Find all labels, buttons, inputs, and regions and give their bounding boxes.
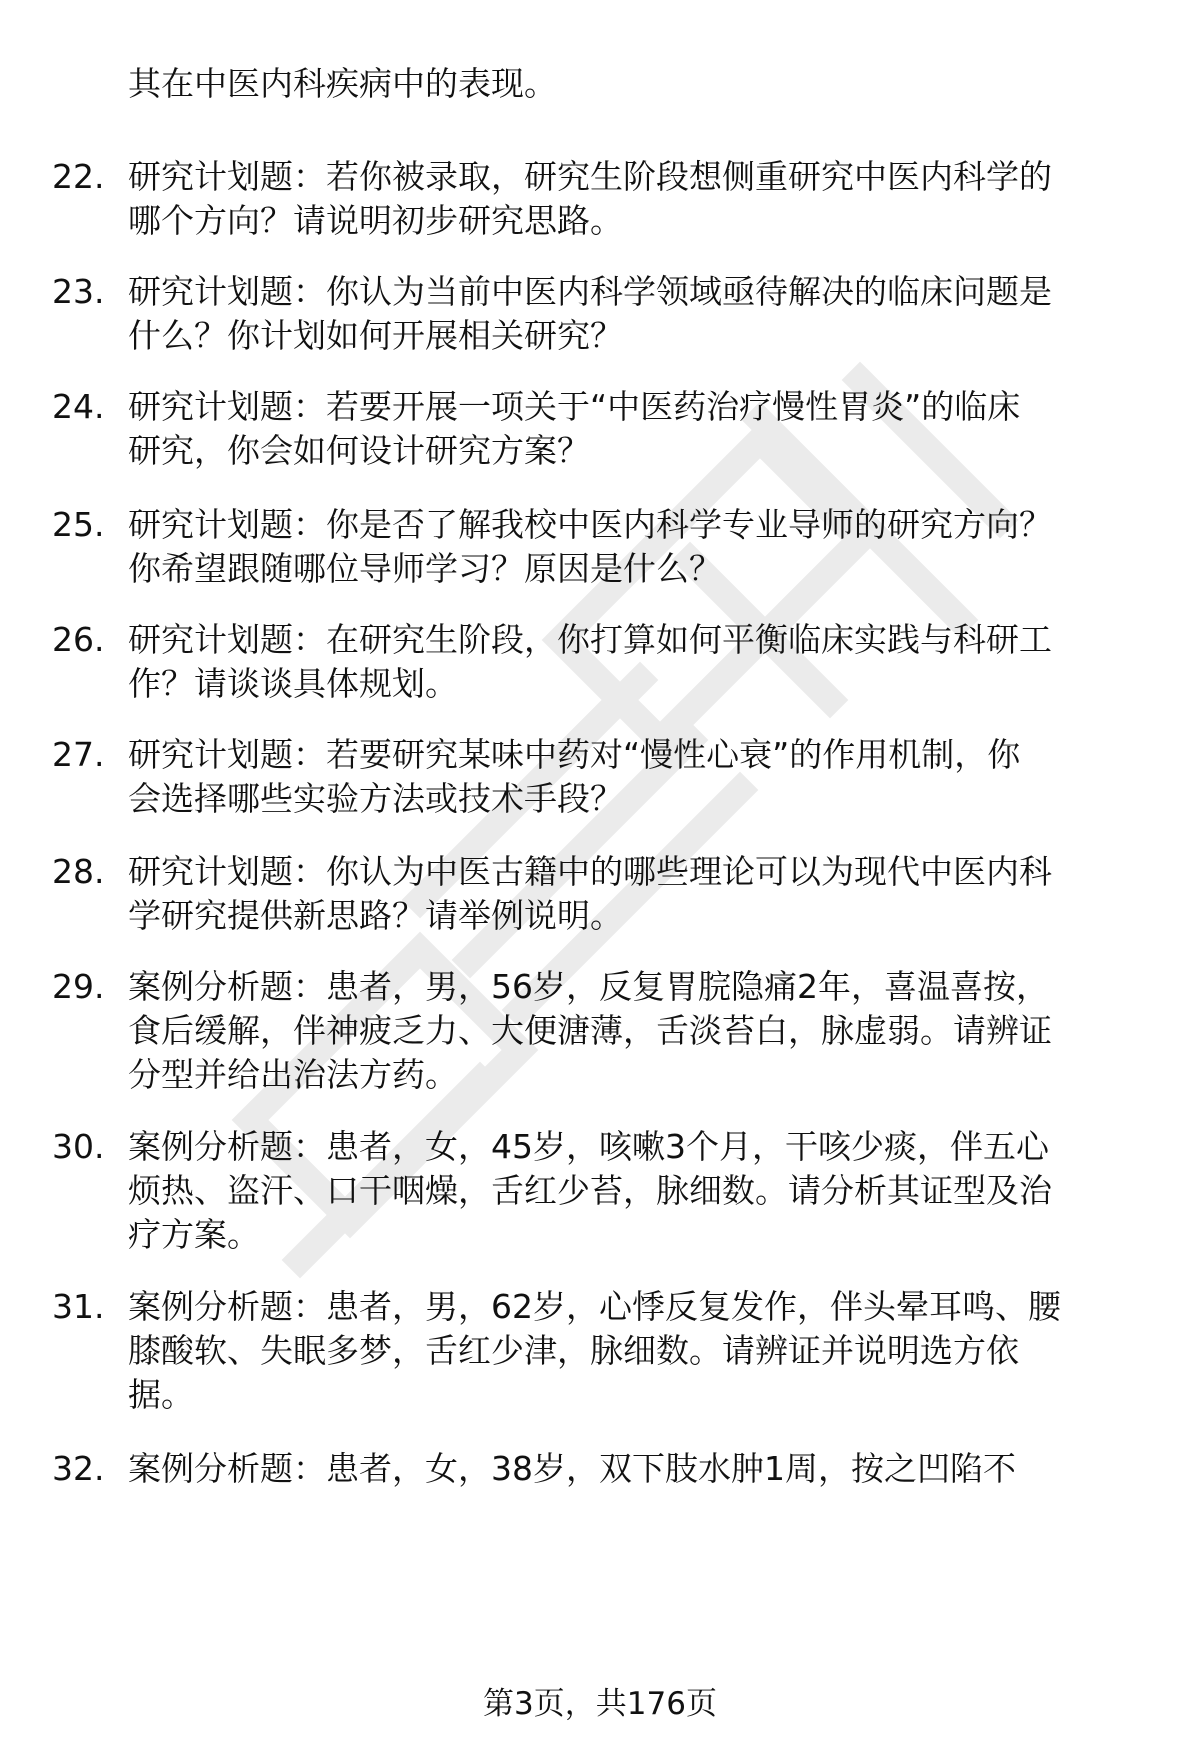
- question-text: [128, 850, 1148, 938]
- page-footer: 第3页，共176页: [483, 1686, 717, 1722]
- question-text: [128, 618, 1148, 706]
- question-text: [128, 965, 1148, 1097]
- question-text-line: 研究计划题：若要研究某味中药对“慢性心衰”的作用机制，你: [128, 735, 1021, 774]
- question-number: 28.: [52, 852, 105, 891]
- question-text: [128, 1285, 1148, 1417]
- question-number: 29.: [52, 967, 105, 1006]
- question-text-line: 会选择哪些实验方法或技术手段？: [128, 779, 623, 818]
- question-number: 24.: [52, 387, 105, 426]
- question-text-line: 研究计划题：在研究生阶段，你打算如何平衡临床实践与科研工: [128, 620, 1052, 659]
- question-text: [128, 733, 1148, 821]
- question-text-line: 案例分析题：患者，男，62岁，心悸反复发作，伴头晕耳鸣、腰: [128, 1287, 1061, 1326]
- lead-text-line: 其在中医内科疾病中的表现。: [128, 64, 557, 103]
- question-text-line: 据。: [128, 1375, 194, 1414]
- question-text-line: 研究计划题：若要开展一项关于“中医药治疗慢性胃炎”的临床: [128, 387, 1021, 426]
- question-text-line: 哪个方向？请说明初步研究思路。: [128, 201, 623, 240]
- question-text: [128, 155, 1148, 243]
- question-text-line: 研究计划题：你认为中医古籍中的哪些理论可以为现代中医内科: [128, 852, 1052, 891]
- question-text-line: 作？请谈谈具体规划。: [128, 664, 458, 703]
- question-text-line: 研究，你会如何设计研究方案？: [128, 431, 590, 470]
- question-number: 25.: [52, 505, 105, 544]
- question-number: 32.: [52, 1449, 105, 1488]
- question-text-line: 案例分析题：患者，女，45岁，咳嗽3个月，干咳少痰，伴五心: [128, 1127, 1049, 1166]
- question-text-line: 案例分析题：患者，女，38岁，双下肢水肿1周，按之凹陷不: [128, 1449, 1016, 1488]
- question-text: [128, 1447, 1148, 1491]
- question-text-line: 烦热、盗汗、口干咽燥，舌红少苔，脉细数。请分析其证型及治: [128, 1171, 1052, 1210]
- question-text: [128, 385, 1148, 473]
- question-text-line: 学研究提供新思路？请举例说明。: [128, 896, 623, 935]
- question-number: 27.: [52, 735, 105, 774]
- question-text: [128, 1125, 1148, 1257]
- question-text-line: 疗方案。: [128, 1215, 260, 1254]
- question-text-line: 你希望跟随哪位导师学习？原因是什么？: [128, 549, 722, 588]
- question-number: 26.: [52, 620, 105, 659]
- question-number: 23.: [52, 272, 105, 311]
- question-text-line: 分型并给出治法方药。: [128, 1055, 458, 1094]
- question-text-line: 膝酸软、失眠多梦，舌红少津，脉细数。请辨证并说明选方依: [128, 1331, 1019, 1370]
- question-text-line: 研究计划题：若你被录取，研究生阶段想侧重研究中医内科学的: [128, 157, 1052, 196]
- question-text: [128, 503, 1148, 591]
- question-text-line: 研究计划题：你认为当前中医内科学领域亟待解决的临床问题是: [128, 272, 1052, 311]
- question-text: [128, 270, 1148, 358]
- question-number: 31.: [52, 1287, 105, 1326]
- question-number: 22.: [52, 157, 105, 196]
- question-text-line: 什么？你计划如何开展相关研究？: [128, 316, 623, 355]
- question-number: 30.: [52, 1127, 105, 1166]
- question-text-line: 食后缓解，伴神疲乏力、大便溏薄，舌淡苔白，脉虚弱。请辨证: [128, 1011, 1052, 1050]
- question-text-line: 案例分析题：患者，男，56岁，反复胃脘隐痛2年，喜温喜按，: [128, 967, 1049, 1006]
- question-text-line: 研究计划题：你是否了解我校中医内科学专业导师的研究方向？: [128, 505, 1052, 544]
